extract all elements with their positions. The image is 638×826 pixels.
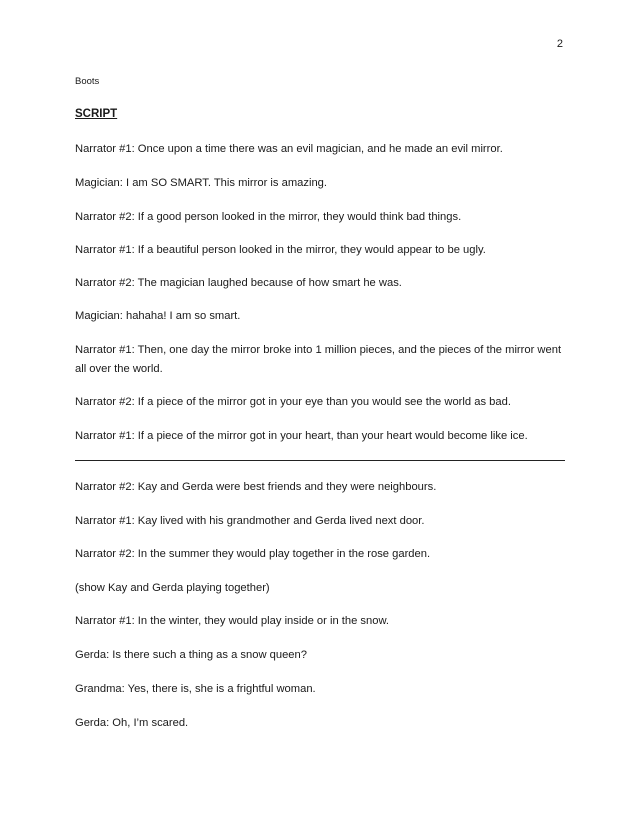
script-line: Narrator #1: If a beautiful person looked in the mirror, they would appear to be ugly. (75, 244, 486, 256)
script-line: Magician: I am SO SMART. This mirror is amazing. (75, 177, 327, 189)
script-line: Gerda: Oh, I’m scared. (75, 717, 189, 729)
page-number: 2 (556, 38, 563, 50)
script-line: Narrator #1: Kay lived with his grandmother and Gerda lived next door. (75, 515, 425, 527)
script-line: Narrator #2: In the summer they would play together in the rose garden. (75, 548, 431, 560)
script-line: Narrator #1: Once upon a time there was an evil magician, and he made an evil mirror. (75, 143, 503, 155)
script-line: Magician: hahaha! I am so smart. (75, 310, 241, 322)
script-line: Narrator #2: Kay and Gerda were best friends and they were neighbours. (75, 481, 437, 493)
section-divider (75, 460, 565, 461)
script-line: Narrator #1: In the winter, they would play inside or in the snow. (75, 615, 390, 627)
script-line: Narrator #2: If a piece of the mirror got in your eye than you would see the world as bad. (75, 396, 511, 408)
script-line: Narrator #1: Then, one day the mirror broke into 1 million pieces, and the pieces of the mirror went all over the world. (75, 344, 562, 375)
section-heading: SCRIPT (75, 108, 118, 120)
script-line: Narrator #2: The magician laughed because of how smart he was. (75, 277, 402, 289)
stage-direction: (show Kay and Gerda playing together) (75, 582, 270, 594)
script-line: Grandma: Yes, there is, she is a frightful woman. (75, 683, 316, 695)
script-line: Narrator #2: If a good person looked in the mirror, they would think bad things. (75, 211, 462, 223)
running-header: Boots (75, 76, 100, 87)
script-line: Narrator #1: If a piece of the mirror got in your heart, than your heart would become like ice. (75, 430, 528, 442)
script-line: Gerda: Is there such a thing as a snow queen? (75, 649, 307, 661)
